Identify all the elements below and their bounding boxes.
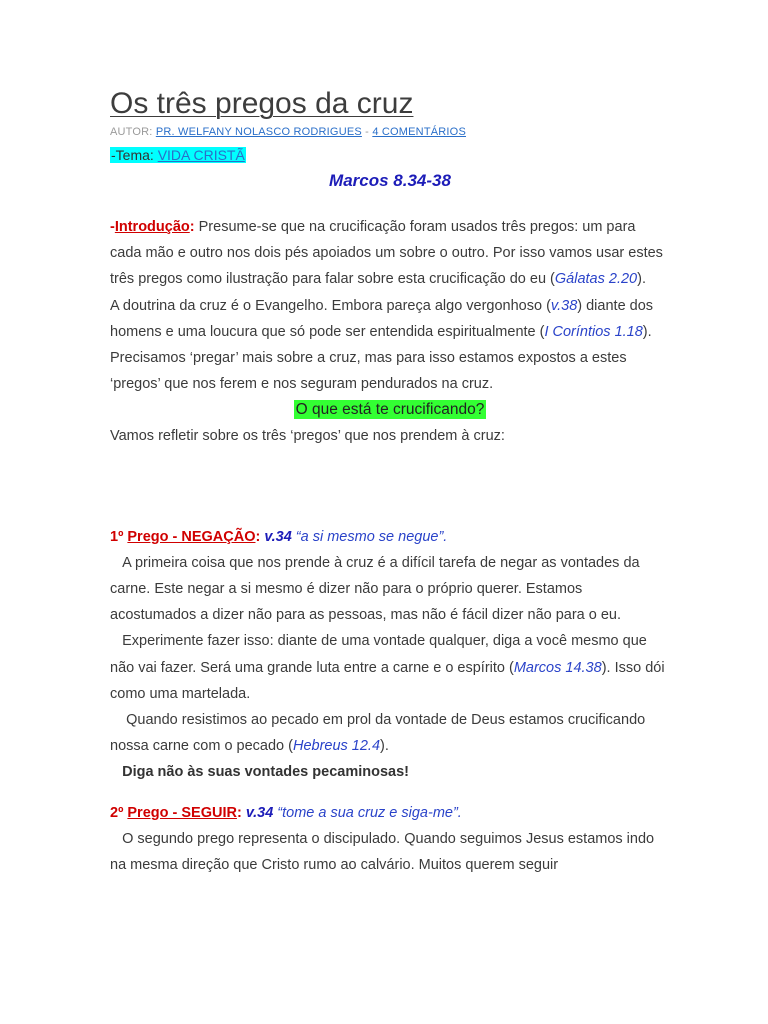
tema-line <box>110 146 670 164</box>
intro-text-1: Presume-se que na crucificação foram usados três pregos: um para cada mão e outro nos dois pés apoiados um sobre o outro. Por isso vamos usar estes três pregos como ilustração para falar sobre esta crucificação do eu ( <box>110 219 663 288</box>
tema-prefix: -Tema: <box>111 147 158 163</box>
prego1-num: 1º <box>110 528 128 545</box>
author-prefix: AUTOR: <box>110 126 156 138</box>
tema-highlight <box>110 147 246 163</box>
prego1-paragraph-3 <box>110 707 670 759</box>
ref-hebreus: Hebreus 12.4 <box>292 738 381 755</box>
prego1-p3a: Quando resistimos ao pecado em prol da vontade de Deus estamos crucificando nossa carne com o pecado ( <box>110 712 646 755</box>
article-meta <box>110 124 670 140</box>
intro-label: Introdução <box>114 219 190 235</box>
prego1-emphasis-line <box>110 759 670 785</box>
prego2-p1: O segundo prego representa o discipulado. Quando seguimos Jesus estamos indo na mesma direção que Cristo rumo ao calvário. Muitos querem seguir <box>110 830 655 874</box>
article <box>110 84 670 878</box>
prego1-p2b: ). Isso dói como uma martelada. <box>110 659 665 702</box>
question-line <box>110 399 670 421</box>
intro-text-4: ). Precisamos ‘pregar’ mais sobre a cruz, mas para isso estamos expostos a estes ‘pregos’ que nos ferem e nos seguram pendurados na cruz. <box>110 323 652 393</box>
reflect-paragraph: Vamos refletir sobre os três ‘pregos’ que nos prendem à cruz: <box>110 428 505 445</box>
ref-v38: v.38 <box>550 297 578 314</box>
scripture-reference-title: Marcos 8.34-38 <box>329 171 451 190</box>
page-title: Os três pregos da cruz <box>110 87 414 120</box>
prego1-quote: “a si mesmo se negue”. <box>291 528 448 545</box>
prego1-paragraph-1 <box>110 550 670 629</box>
prego2-quote: “tome a sua cruz e siga-me”. <box>273 804 462 821</box>
prego1-label: Prego - NEGAÇÃO <box>127 528 256 545</box>
prego2-verse: v.34 <box>245 804 274 821</box>
question-highlight: O que está te crucificando? <box>295 401 485 419</box>
ref-marcos-14: Marcos 14.38 <box>513 659 602 676</box>
author-link[interactable]: PR. WELFANY NOLASCO RODRIGUES <box>155 126 362 138</box>
intro-dash: - <box>110 219 115 235</box>
meta-separator: - <box>361 126 373 138</box>
doctrine-paragraph <box>110 293 670 398</box>
prego1-p1: A primeira coisa que nos prende à cruz é a difícil tarefa de negar as vontades da carne. Este negar a si mesmo é dizer não para o próprio querer. Estamos acostumados a dizer não para as pessoas, mas não é fácil dizer não para o eu. <box>110 554 640 624</box>
intro-text-1-end: ). <box>637 271 646 288</box>
prego2-colon: : <box>236 804 242 821</box>
ref-galatas: Gálatas 2.20 <box>554 271 638 288</box>
prego2-heading <box>110 800 670 826</box>
intro-text-2: A doutrina da cruz é o Evangelho. Embora pareça algo vergonhoso ( <box>110 297 551 314</box>
prego1-p2a: Experimente fazer isso: diante de uma vontade qualquer, diga a você mesmo que não vai fazer. Será uma grande luta entre a carne e o espírito ( <box>110 633 647 676</box>
prego1-emphasis: Diga não às suas vontades pecaminosas! <box>122 764 409 781</box>
prego1-p3b: ). <box>380 738 389 755</box>
ref-corintios: I Coríntios 1.18 <box>544 323 643 340</box>
intro-paragraph <box>110 214 670 293</box>
prego1-heading <box>110 524 670 550</box>
prego2-paragraph-1 <box>110 826 670 878</box>
intro-colon: : <box>189 219 195 235</box>
comments-link[interactable]: 4 COMENTÁRIOS <box>372 126 466 138</box>
prego1-verse: v.34 <box>264 528 292 545</box>
intro-text-3: ) diante dos homens e uma loucura que só pode ser entendida espiritualmente ( <box>110 297 654 340</box>
prego1-paragraph-2 <box>110 628 670 707</box>
category-link[interactable]: VIDA CRISTÃ <box>157 147 245 163</box>
prego2-num: 2º <box>110 804 128 821</box>
prego2-label: Prego - SEGUIR <box>127 804 237 821</box>
prego1-colon: : <box>255 528 261 545</box>
